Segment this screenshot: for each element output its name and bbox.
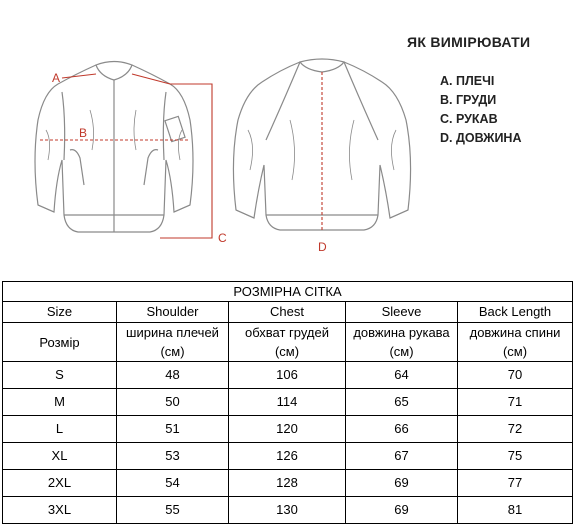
header-ua-back-length: [458, 323, 573, 362]
cell-size: 3XL: [3, 497, 117, 524]
table-row: [3, 470, 573, 497]
cell-shoulder: 50: [117, 389, 229, 416]
table-title-row: [3, 282, 573, 302]
header-ua-shoulder-l1: ширина плечей: [126, 325, 219, 340]
table-row: [3, 443, 573, 470]
size-table: [2, 281, 573, 524]
cell-shoulder: 51: [117, 416, 229, 443]
marker-d: D: [318, 240, 327, 254]
cell-back-length: 70: [458, 362, 573, 389]
cell-shoulder: 53: [117, 443, 229, 470]
header-ua-chest-l2: (см): [274, 344, 300, 359]
cell-size: S: [3, 362, 117, 389]
cell-sleeve: 65: [346, 389, 458, 416]
cell-shoulder: 54: [117, 470, 229, 497]
size-rows: [3, 362, 573, 524]
header-ua-shoulder: [117, 323, 229, 362]
header-ua-size-l1: Розмір: [39, 334, 80, 350]
table-title: РОЗМІРНА СІТКА: [3, 282, 573, 302]
header-ua-chest-l1: обхват грудей: [245, 325, 329, 340]
table-header-row-ua: [3, 323, 573, 362]
table-row: [3, 389, 573, 416]
header-ua-sleeve-l2: (см): [389, 344, 414, 359]
measure-legend: [407, 34, 530, 148]
legend-title: ЯК ВИМІРЮВАТИ: [407, 34, 531, 50]
cell-sleeve: 67: [346, 443, 458, 470]
marker-b: B: [79, 126, 88, 140]
legend-item-sleeve: C. РУКАВ: [440, 112, 498, 126]
legend-list: [407, 72, 530, 148]
cell-sleeve: 69: [346, 470, 458, 497]
cell-back-length: 71: [458, 389, 573, 416]
cell-size: M: [3, 389, 117, 416]
header-ua-shoulder-l2: (см): [160, 344, 185, 359]
legend-item-shoulders: A. ПЛЕЧІ: [440, 74, 495, 88]
cell-chest: 106: [229, 362, 346, 389]
header-ua-back-length-l1: довжина спини: [469, 325, 561, 340]
cell-chest: 130: [229, 497, 346, 524]
table-row: [3, 362, 573, 389]
cell-back-length: 75: [458, 443, 573, 470]
cell-chest: 120: [229, 416, 346, 443]
marker-a: A: [52, 71, 61, 85]
table-row: [3, 497, 573, 524]
header-shoulder: Shoulder: [117, 302, 229, 323]
cell-chest: 126: [229, 443, 346, 470]
cell-size: 2XL: [3, 470, 117, 497]
cell-sleeve: 64: [346, 362, 458, 389]
cell-shoulder: 55: [117, 497, 229, 524]
table-header-row-en: [3, 302, 573, 323]
legend-item-length: D. ДОВЖИНА: [440, 131, 522, 145]
cell-sleeve: 69: [346, 497, 458, 524]
cell-back-length: 72: [458, 416, 573, 443]
front-measurement-lines: [40, 74, 212, 238]
cell-back-length: 81: [458, 497, 573, 524]
cell-size: XL: [3, 443, 117, 470]
cell-chest: 128: [229, 470, 346, 497]
cell-shoulder: 48: [117, 362, 229, 389]
front-jacket: [35, 62, 193, 233]
header-ua-back-length-l2: (см): [502, 344, 528, 359]
header-chest: Chest: [229, 302, 346, 323]
cell-size: L: [3, 416, 117, 443]
header-ua-sleeve-l1: довжина рукава: [353, 325, 450, 340]
header-back-length: Back Length: [458, 302, 573, 323]
header-ua-chest: [229, 323, 346, 362]
size-chart: [2, 281, 572, 524]
header-size: Size: [3, 302, 117, 323]
cell-back-length: 77: [458, 470, 573, 497]
cell-sleeve: 66: [346, 416, 458, 443]
header-sleeve: Sleeve: [346, 302, 458, 323]
header-ua-sleeve: [346, 323, 458, 362]
marker-c: C: [218, 231, 227, 245]
table-row: [3, 416, 573, 443]
legend-item-chest: B. ГРУДИ: [440, 93, 497, 107]
cell-chest: 114: [229, 389, 346, 416]
header-ua-size: [3, 323, 117, 362]
